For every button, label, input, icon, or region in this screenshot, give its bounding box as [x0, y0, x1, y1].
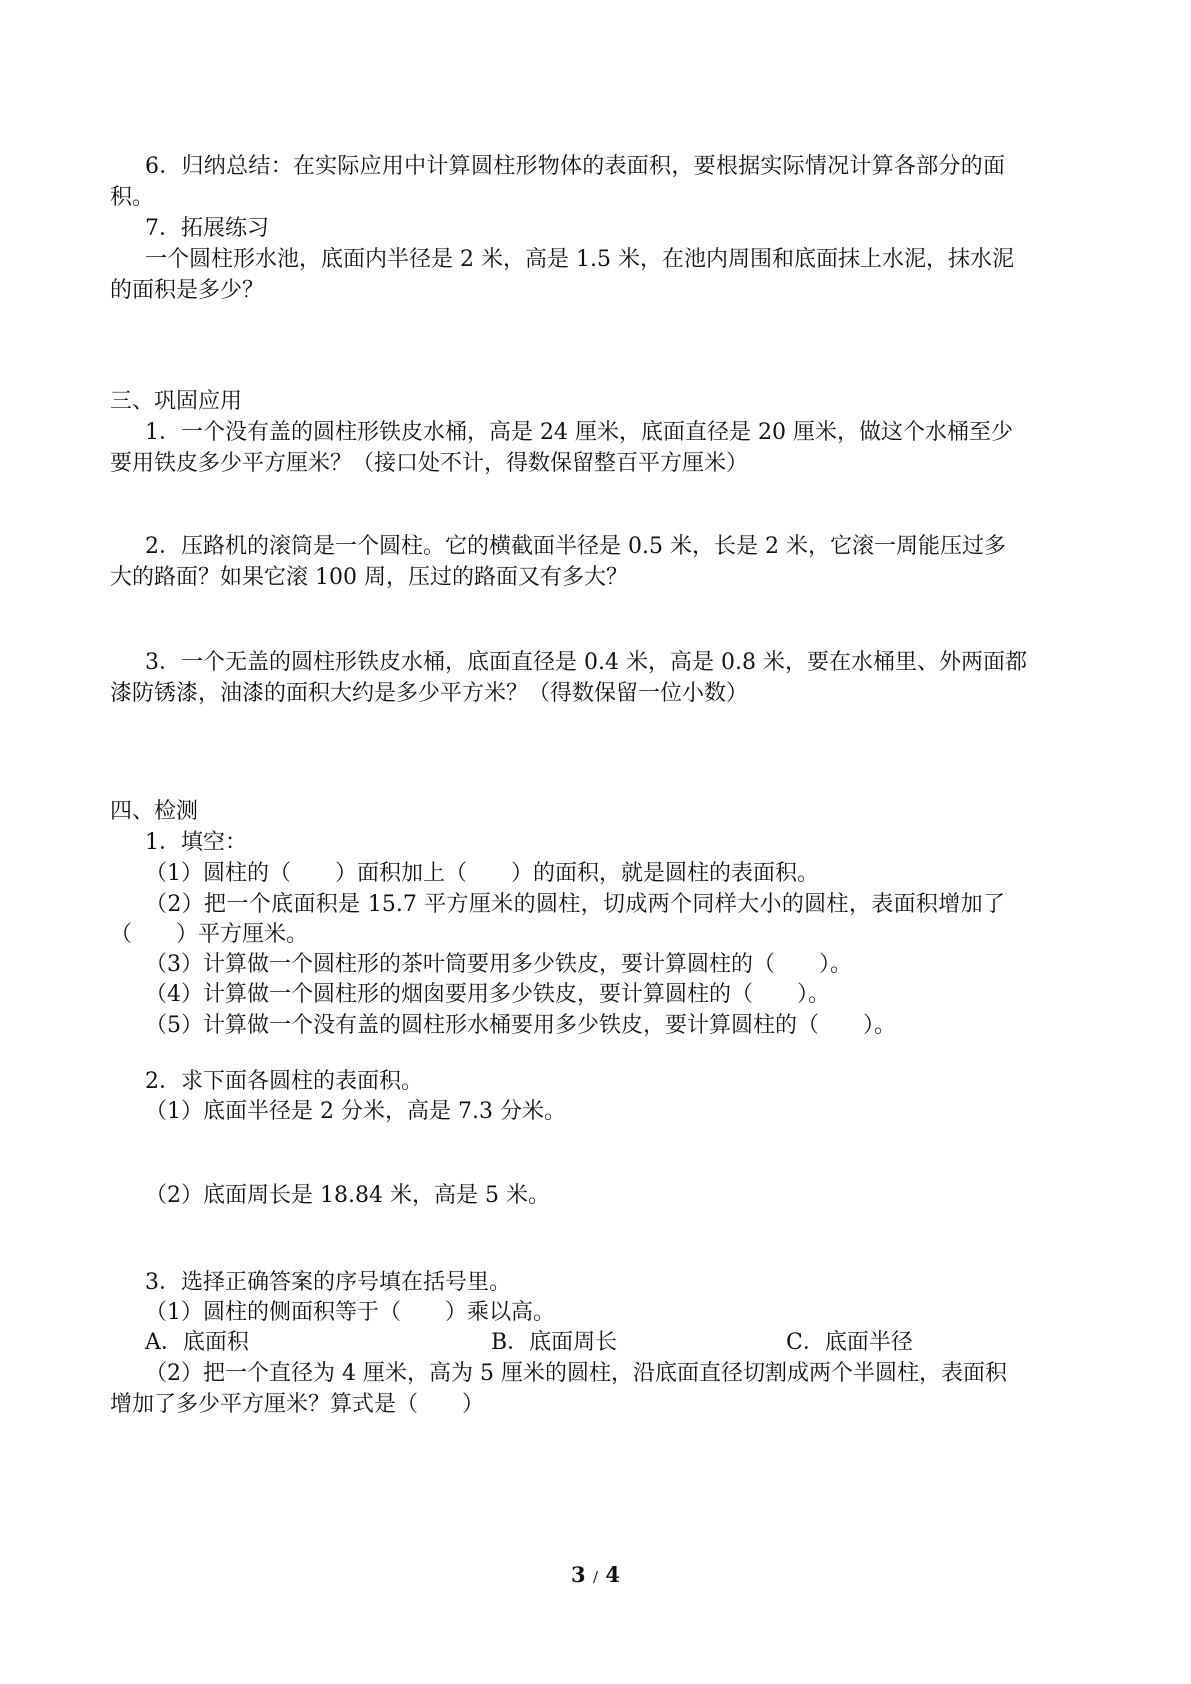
- section4-q2-title: 2．求下面各圆柱的表面积。: [145, 1069, 423, 1094]
- item7-title: 7．拓展练习: [145, 216, 269, 241]
- section3-q1-line1: 1．一个没有盖的圆柱形铁皮水桶，高是 24 厘米，底面直径是 20 厘米，做这个水桶至少: [145, 420, 1013, 445]
- section3-q1-line2: 要用铁皮多少平方厘米？（接口处不计，得数保留整百平方厘米）: [110, 451, 749, 476]
- section4-q1-c: （3）计算做一个圆柱形的茶叶筒要用多少铁皮，要计算圆柱的（ ）。: [145, 952, 852, 977]
- section4-q3-b-line2: 增加了多少平方厘米？算式是（ ）: [110, 1392, 485, 1417]
- section3-q2-line1: 2．压路机的滚筒是一个圆柱。它的横截面半径是 0.5 米，长是 2 米，它滚一周能压过多: [145, 534, 1006, 559]
- section4-q1-d: （4）计算做一个圆柱形的烟囱要用多少铁皮，要计算圆柱的（ ）。: [145, 982, 830, 1007]
- section4-q1-b-line2: （ ）平方厘米。: [110, 922, 309, 947]
- section4-q1-a: （1）圆柱的（ ）面积加上（ ）的面积，就是圆柱的表面积。: [145, 861, 819, 886]
- section4-q3-option-a: A．底面积: [145, 1330, 249, 1355]
- item7-line2: 的面积是多少？: [110, 278, 265, 303]
- section3-q3-line2: 漆防锈漆，油漆的面积大约是多少平方米？（得数保留一位小数）: [110, 681, 749, 706]
- section4-q2-a: （1）底面半径是 2 分米，高是 7.3 分米。: [145, 1099, 566, 1124]
- section4-q3-option-b: B．底面周长: [491, 1330, 618, 1355]
- section3-q2-line2: 大的路面？如果它滚 100 周，压过的路面又有多大？: [110, 565, 628, 590]
- page-total: 4: [605, 1562, 620, 1587]
- page-separator: /: [592, 1568, 599, 1586]
- section3-q3-line1: 3．一个无盖的圆柱形铁皮水桶，底面直径是 0.4 米，高是 0.8 米，要在水桶里、外两面都: [145, 650, 1027, 675]
- item6-line1: 6．归纳总结：在实际应用中计算圆柱形物体的表面积，要根据实际情况计算各部分的面: [145, 154, 1005, 179]
- section4-heading: 四、检测: [110, 799, 199, 824]
- item7-line1: 一个圆柱形水池，底面内半径是 2 米，高是 1.5 米，在池内周围和底面抹上水泥，抹水泥: [145, 247, 1014, 272]
- section4-q3-title: 3．选择正确答案的序号填在括号里。: [145, 1270, 511, 1295]
- section4-q3-a: （1）圆柱的侧面积等于（ ）乘以高。: [145, 1300, 555, 1325]
- section4-q2-b: （2）底面周长是 18.84 米，高是 5 米。: [145, 1183, 550, 1208]
- page-current: 3: [571, 1562, 586, 1587]
- section4-q1-title: 1．填空：: [145, 830, 247, 855]
- section4-q3-option-c: C．底面半径: [786, 1330, 913, 1355]
- section4-q1-e: （5）计算做一个没有盖的圆柱形水桶要用多少铁皮，要计算圆柱的（ ）。: [145, 1013, 896, 1038]
- section4-q3-b-line1: （2）把一个直径为 4 厘米，高为 5 厘米的圆柱，沿底面直径切割成两个半圆柱，表面积: [145, 1361, 1007, 1386]
- page-number: [0, 1562, 1191, 1587]
- section3-heading: 三、巩固应用: [110, 389, 243, 414]
- item6-line2: 积。: [110, 185, 155, 210]
- section4-q1-b-line1: （2）把一个底面积是 15.7 平方厘米的圆柱，切成两个同样大小的圆柱，表面积增加了: [145, 892, 1005, 917]
